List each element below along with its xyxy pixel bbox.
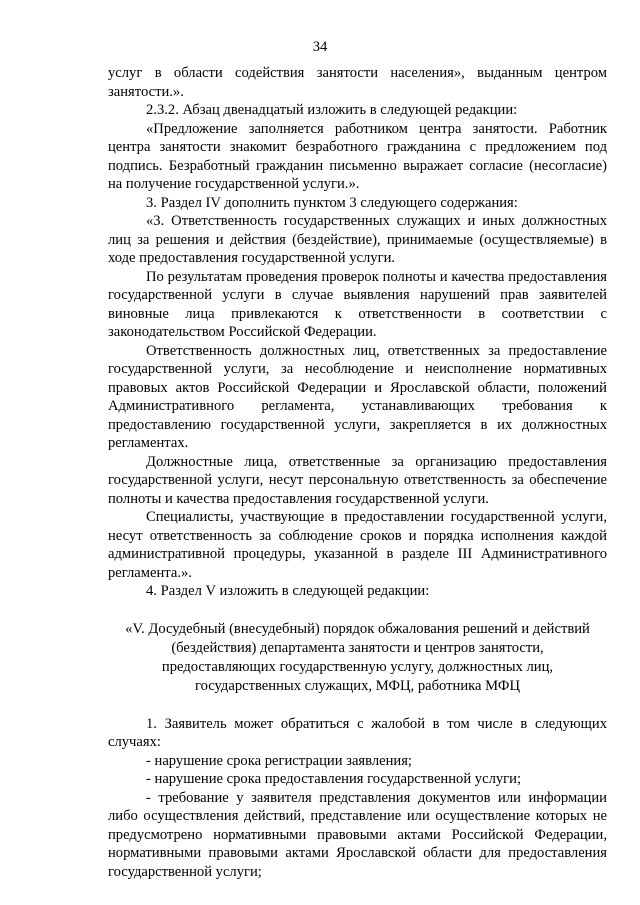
paragraph: 3. Раздел IV дополнить пунктом 3 следующего содержания: <box>146 194 518 211</box>
section-heading-line: (бездействия) департамента занятости и центров занятости, <box>171 639 544 656</box>
paragraph: 2.3.2. Абзац двенадцатый изложить в следующей редакции: <box>146 102 518 118</box>
section-heading-line: государственных служащих, МФЦ, работника МФЦ <box>194 677 521 694</box>
paragraph: По результатам проведения проверок полноты и качества предоставления государственной услуги в случае выявления нарушений прав заявителей виновные лица привлекаются к ответственности в соответствии с законодательством Российской Федерации. <box>108 268 607 340</box>
paragraph: Ответственность должностных лиц, ответственных за предоставление государственной услуги, за несоблюдение и неисполнение нормативных правовых актов Российской Федерации и Ярославской области, положений Административного регламента, устанавливающих требования к предоставлению государственной услуги, закрепляется в их должностных регламентах. <box>108 342 607 451</box>
section-heading <box>108 620 607 696</box>
document-body <box>108 64 607 881</box>
paragraph: 1. Заявитель может обратиться с жалобой в том числе в следующих случаях: <box>108 715 607 750</box>
page-number: 34 <box>312 39 328 55</box>
list-item: - нарушение срока предоставления государственной услуги; <box>146 771 522 787</box>
paragraph: услуг в области содействия занятости населения», выданным центром занятости.». <box>108 65 607 100</box>
paragraph: «3. Ответственность государственных служащих и иных должностных лиц за решения и действия (бездействие), принимаемые (осуществляемые) в ходе предоставления государственной услуги. <box>108 213 607 266</box>
list-item: - нарушение срока регистрации заявления; <box>146 752 412 769</box>
paragraph: Должностные лица, ответственные за организацию предоставления государственной услуги, несут персональную ответственность за обеспечение полноты и качества предоставления государственной услуги. <box>108 453 607 507</box>
section-heading-line: предоставляющих государственную услугу, должностных лиц, <box>161 658 554 675</box>
paragraph: Специалисты, участвующие в предоставлении государственной услуги, несут ответственность за соблюдение сроков и порядка исполнения каждой административной процедуры, указанной в разделе III Административного регламента.». <box>108 509 607 581</box>
section-heading-line: «V. Досудебный (внесудебный) порядок обжалования решений и действий <box>125 620 590 637</box>
paragraph: «Предложение заполняется работником центра занятости. Работник центра занятости знакомит безработного гражданина с предложением под подпись. Безработный гражданин письменно выражает согласие (несогласие) на получение государственной услуги.». <box>108 120 607 192</box>
paragraph: 4. Раздел V изложить в следующей редакции: <box>146 583 430 599</box>
list-item: - требование у заявителя представления документов или информации либо осуществления действий, представление или осуществление которых не предусмотрено нормативными правовыми актами Российской Федерации, нормативными правовыми актами Ярославской области для предоставления государственной услуги; <box>108 789 607 880</box>
